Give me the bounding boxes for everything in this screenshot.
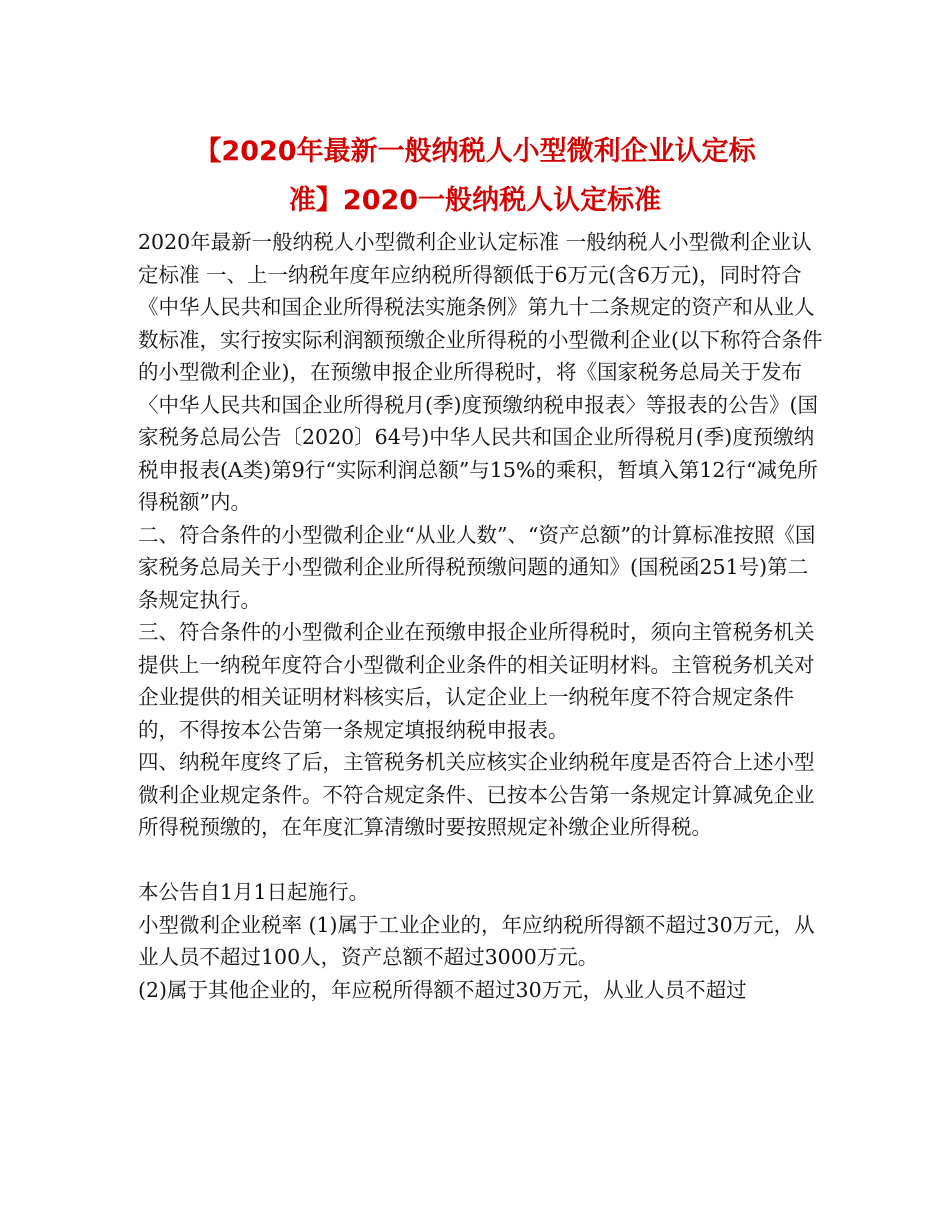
paragraph-tax-rate-1: 小型微利企业税率 (1)属于工业企业的，年应纳税所得额不超过30万元，从业人员不超过100人，资产总额不超过3000万元。	[138, 912, 815, 969]
title-line-2: 准】2020一般纳税人认定标准	[288, 185, 662, 216]
paragraph-item-4: 四、纳税年度终了后，主管税务机关应核实企业纳税年度是否符合上述小型微利企业规定条件。不符合规定条件、已按本公告第一条规定计算减免企业所得税预缴的，在年度汇算清缴时要按照规定补缴企业所得税。	[138, 750, 815, 839]
paragraph-intro: 2020年最新一般纳税人小型微利企业认定标准 一般纳税人小型微利企业认定标准 一、上一纳税年度年应纳税所得额低于6万元(含6万元)，同时符合《中华人民共和国企业所得税法实施条例》第九十二条规定的资产和从业人数标准，实行按实际利润额预缴企业所得税的小型微利企业(以下称符合条件的小型微利企业)，在预缴申报企业所得税时，将《国家税务总局关于发布〈中华人民共和国企业所得税月(季)度预缴纳税申报表〉等报表的公告》(国家税务总局公告〔2020〕64号)中华人民共和国企业所得税月(季)度预缴纳税申报表(A类)第9行“实际利润总额”与15%的乘积，暂填入第12行“减免所得税额”内。	[138, 230, 823, 514]
document-body	[138, 226, 828, 1006]
paragraph-tax-rate-2: (2)属于其他企业的，年应税所得额不超过30万元，从业人员不超过	[138, 977, 747, 1002]
title-line-1: 【2020年最新一般纳税人小型微利企业认定标	[194, 136, 756, 167]
paragraph-effective-date: 本公告自1月1日起施行。	[138, 880, 370, 904]
paragraph-item-3: 三、符合条件的小型微利企业在预缴申报企业所得税时，须向主管税务机关提供上一纳税年度符合小型微利企业条件的相关证明材料。主管税务机关对企业提供的相关证明材料核实后，认定企业上一纳税年度不符合规定条件的，不得按本公告第一条规定填报纳税申报表。	[138, 620, 815, 742]
paragraph-item-2: 二、符合条件的小型微利企业“从业人数”、“资产总额”的计算标准按照《国家税务总局关于小型微利企业所得税预缴问题的通知》(国税函251号)第二条规定执行。	[138, 522, 816, 612]
document-title	[120, 127, 830, 225]
paragraph-gap	[138, 844, 828, 877]
